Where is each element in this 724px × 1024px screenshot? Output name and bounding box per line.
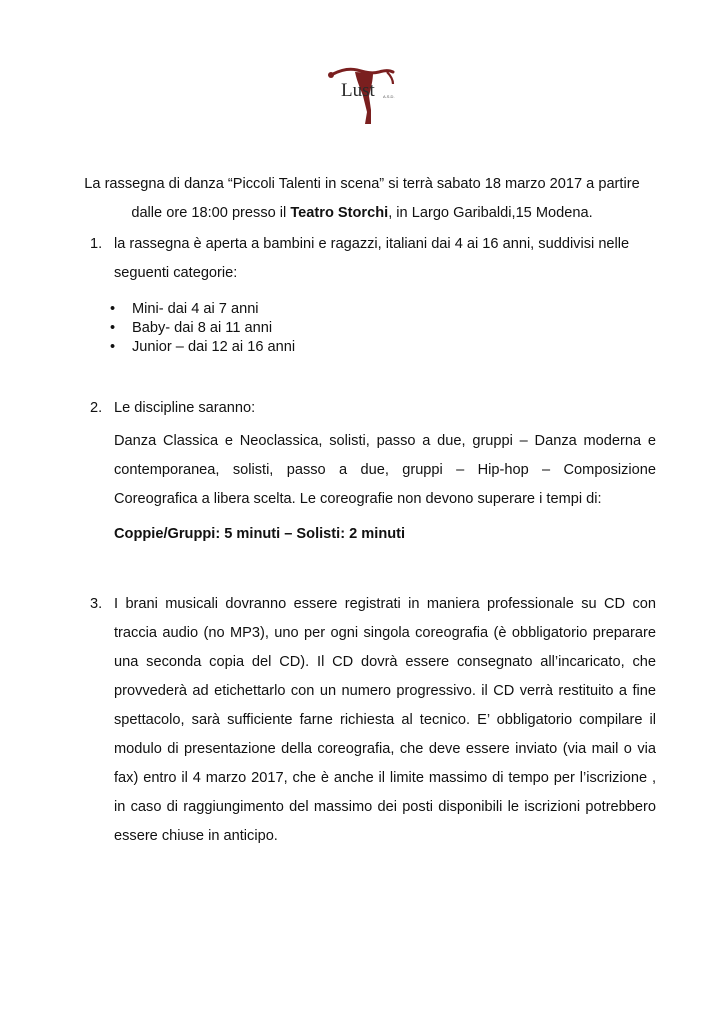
list-number: 2. xyxy=(90,400,103,416)
intro-line-2 xyxy=(60,199,664,228)
categories-line-2: seguenti categorie: xyxy=(114,265,238,281)
bullet-icon: • xyxy=(110,339,116,355)
list-number: 3. xyxy=(90,596,103,612)
intro-paragraph xyxy=(60,170,664,228)
disciplines-paragraph: Danza Classica e Neoclassica, solisti, passo a due, gruppi – Danza moderna e contemporanea, solisti, passo a due, gruppi – Hip-hop – Composizione Coreografica a libera scelta. Le coreografie non devono superare i tempi di: xyxy=(114,433,656,507)
disciplines-heading: Le discipline saranno: xyxy=(114,400,256,416)
list-number: 1. xyxy=(90,236,103,252)
bullet-icon: • xyxy=(110,320,116,336)
logo-subtext: A.S.D. xyxy=(383,94,395,99)
category-item: • Junior – dai 12 ai 16 anni xyxy=(110,339,296,355)
intro-line-2-pre: dalle ore 18:00 presso il xyxy=(131,205,291,221)
category-item: • Baby- dai 8 ai 11 anni xyxy=(110,320,273,336)
time-limits: Coppie/Gruppi: 5 minuti – Solisti: 2 minuti xyxy=(114,526,406,542)
bullet-icon: • xyxy=(110,301,116,317)
categories-line-1: la rassegna è aperta a bambini e ragazzi, italiani dai 4 ai 16 anni, suddivisi nelle xyxy=(114,236,630,252)
intro-line-2-post: , in Largo Garibaldi,15 Modena. xyxy=(388,205,593,221)
intro-line-1: La rassegna di danza “Piccoli Talenti in scena” si terrà sabato 18 marzo 2017 a partire xyxy=(84,176,640,192)
logo-text: Lust xyxy=(341,80,375,101)
category-item: • Mini- dai 4 ai 7 anni xyxy=(110,301,259,317)
venue-name: Teatro Storchi xyxy=(290,205,389,221)
categories-text xyxy=(114,230,656,288)
category-list xyxy=(110,300,432,357)
dancer-logo-icon xyxy=(327,64,399,126)
music-paragraph: I brani musicali dovranno essere registrati in maniera professionale su CD con traccia audio (no MP3), uno per ogni singola coreografia (è obbligatorio preparare una seconda copia del CD). Il CD dovrà essere consegnato all’incaricato, che provvederà ad etichettarlo con un numero progressivo. il CD verrà restituito a fine spettacolo, sarà sufficiente farne richiesta al tecnico. E’ obbligatorio compilare il modulo di presentazione della coreografia, che deve essere inviato (via mail o via fax) entro il 4 marzo 2017, che è anche il limite massimo di tempo per l’iscrizione , in caso di raggiungimento del massimo dei posti disponibili le iscrizioni potrebbero essere chiuse in anticipo. xyxy=(114,596,656,844)
lust-logo xyxy=(327,64,399,126)
